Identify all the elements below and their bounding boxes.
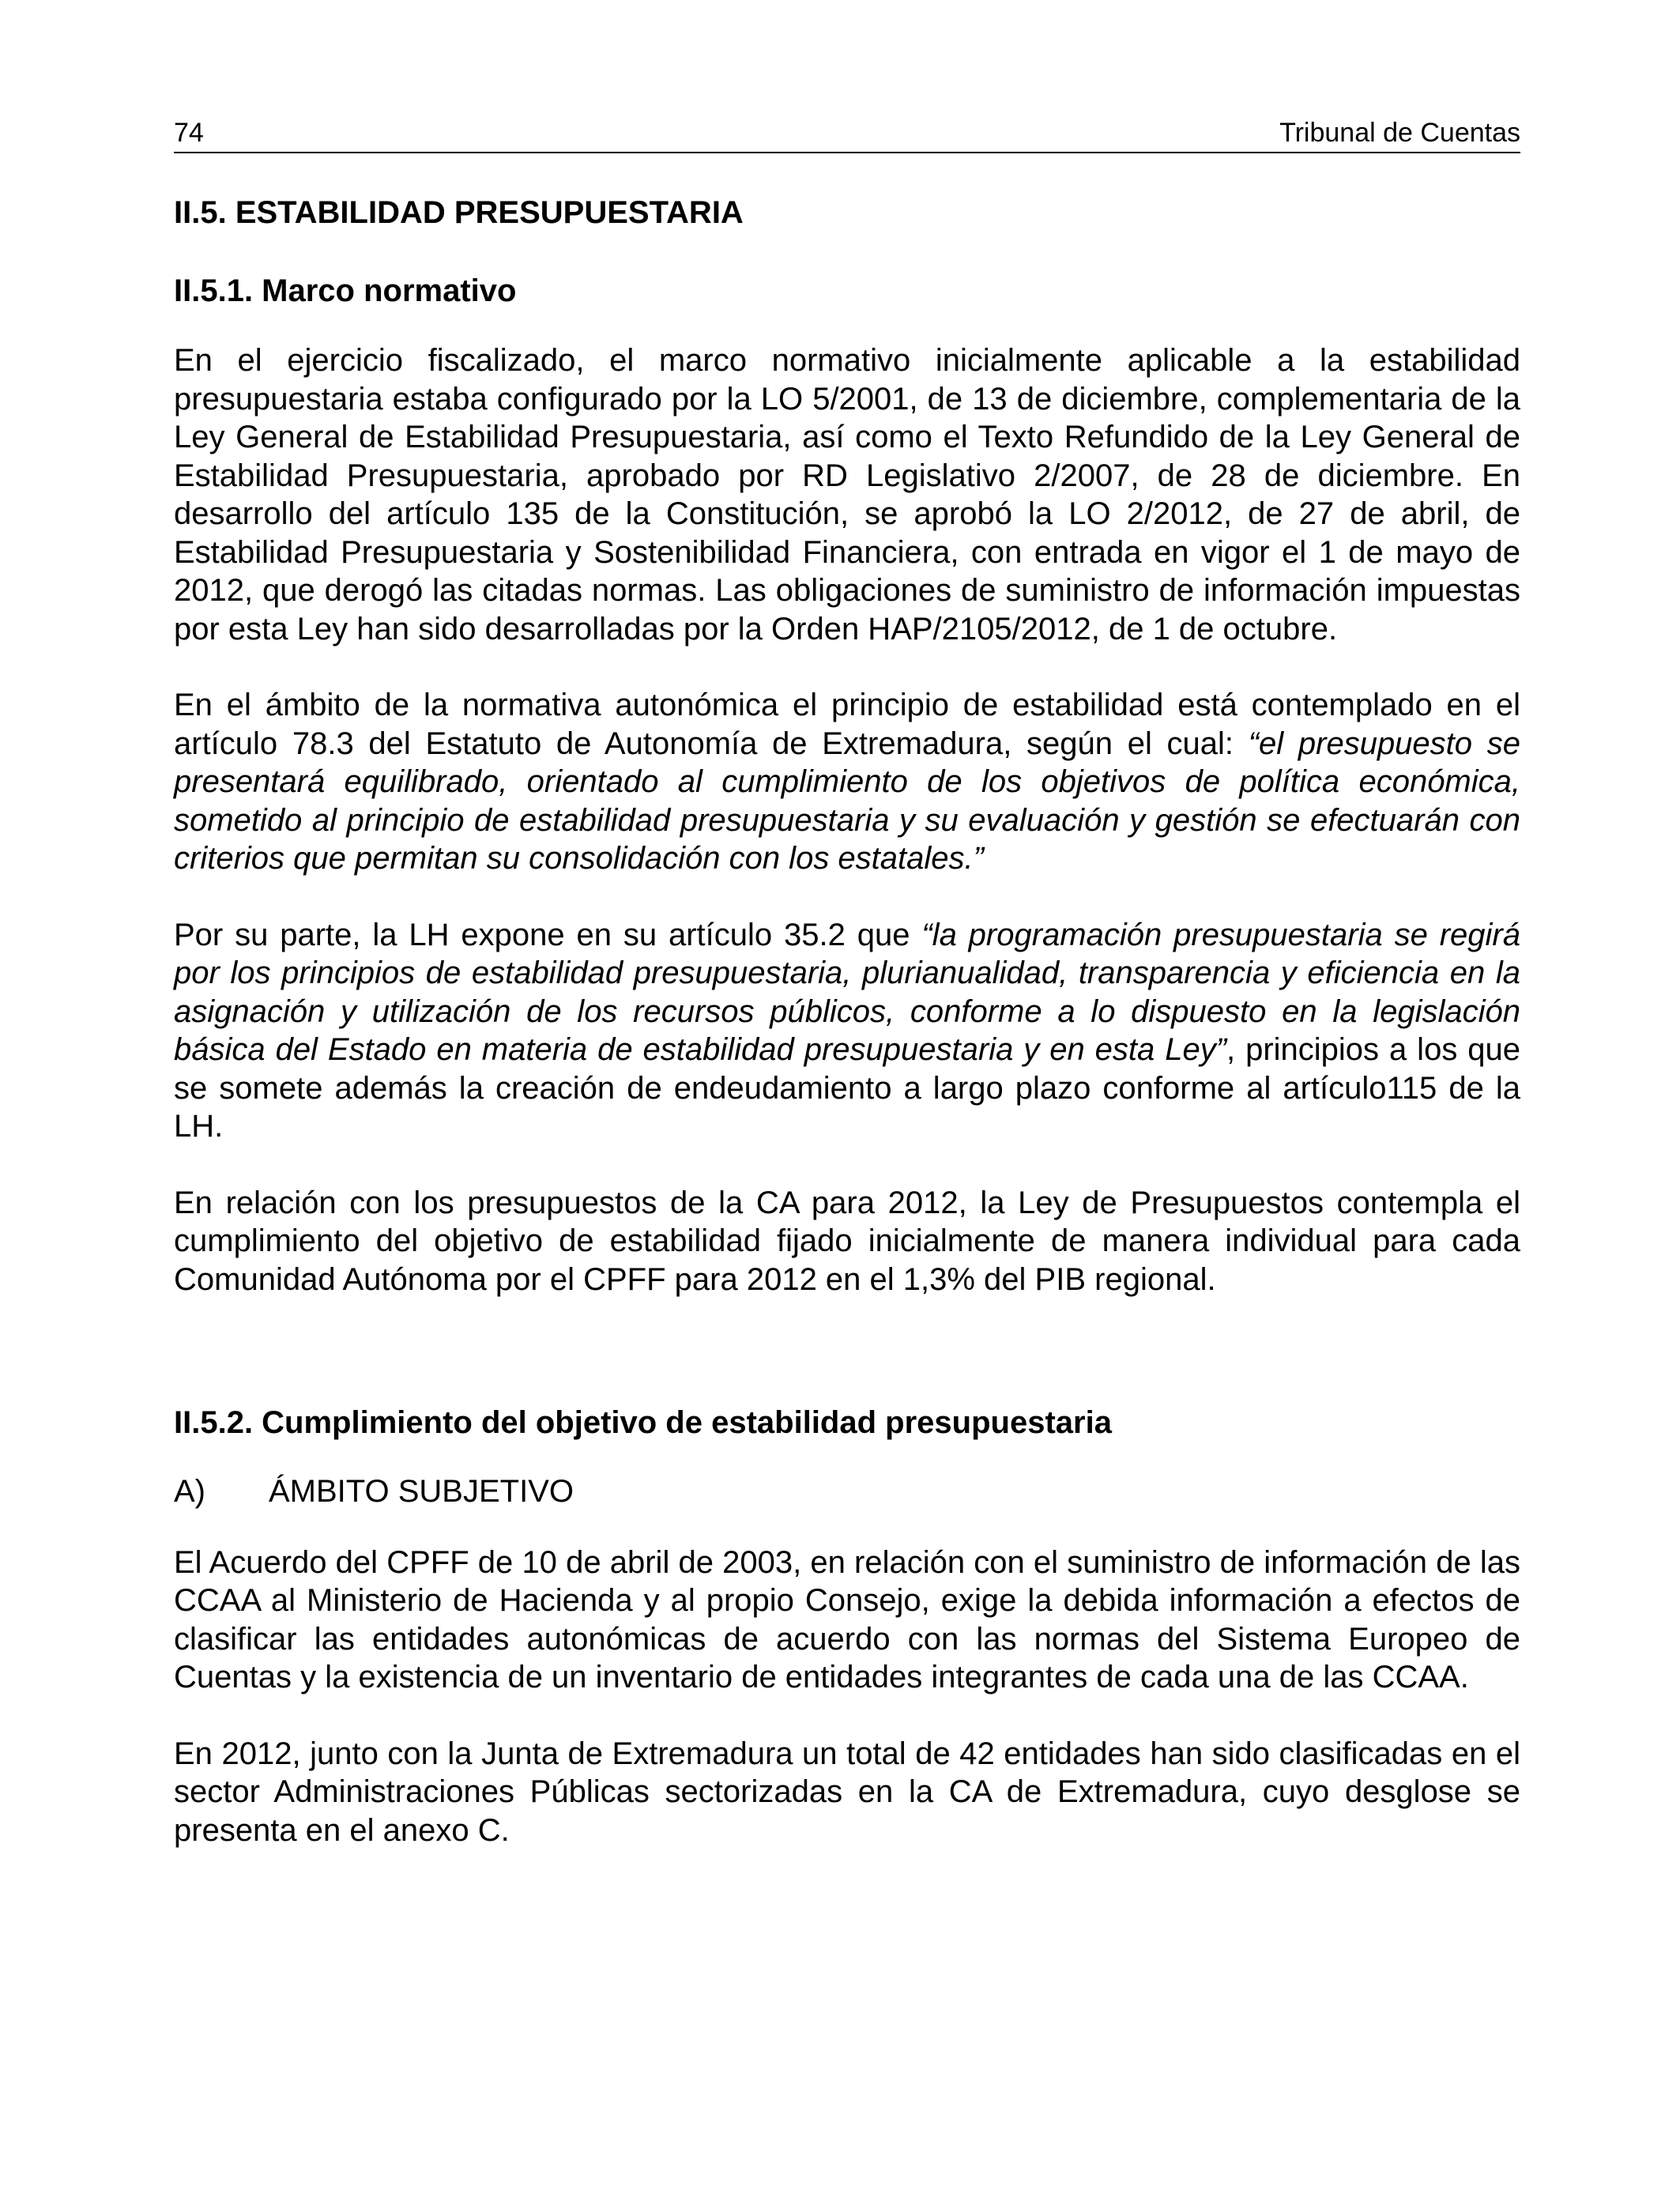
- page-header: [174, 117, 1520, 153]
- running-title: Tribunal de Cuentas: [1279, 118, 1520, 148]
- section-a-heading: [174, 1472, 1520, 1511]
- subsection-heading-cumplimiento: II.5.2. Cumplimiento del objetivo de estabilidad presupuestaria: [174, 1405, 1112, 1440]
- paragraph-marco-normativo: En el ejercicio fiscalizado, el marco normativo inicialmente aplicable a la estabilidad presupuestaria estaba configurado por la LO 5/2001, de 13 de diciembre, complementaria de la Ley General de Estabilidad Presupuestaria, así como el Texto Refundido de la Ley General de Estabilidad Presupuestaria, aprobado por RD Legislativo 2/2007, de 28 de diciembre. En desarrollo del artículo 135 de la Constitución, se aprobó la LO 2/2012, de 27 de abril, de Estabilidad Presupuestaria y Sostenibilidad Financiera, con entrada en vigor el 1 de mayo de 2012, que derogó las citadas normas. Las obligaciones de suministro de información impuestas por esta Ley han sido desarrolladas por la Orden HAP/2105/2012, de 1 de octubre.: [174, 343, 1520, 647]
- paragraph-lh-articulo: [174, 916, 1520, 1146]
- paragraph-entidades-clasificadas: En 2012, junto con la Junta de Extremadura un total de 42 entidades han sido clasificadas en el sector Administraciones Públicas sectorizadas en la CA de Extremadura, cuyo desglose se presenta en el anexo C.: [174, 1736, 1520, 1848]
- paragraph-lead-text: Por su parte, la LH expone en su artículo 35.2 que: [174, 917, 922, 952]
- paragraph-lead-text: En el ámbito de la normativa autonómica el principio de estabilidad está contemplado en el artículo 78.3 del Estatuto de Autonomía de Extremadura, según el cual:: [174, 688, 1520, 761]
- paragraph-presupuestos-2012: En relación con los presupuestos de la CA para 2012, la Ley de Presupuestos contempla el cumplimiento del objetivo de estabilidad fijado inicialmente de manera individual para cada Comunidad Autónoma por el CPFF para 2012 en el 1,3% del PIB regional.: [174, 1185, 1520, 1297]
- lh-quote: “la programación presupuestaria se regirá por los principios de estabilidad presupuestaria, plurianualidad, transparencia y eficiencia en la asignación y utilización de los recursos públicos, conforme a lo dispuesto en la legislación básica del Estado en materia de estabilidad presupuestaria y en esta Ley”: [174, 917, 1520, 1067]
- page-number: 74: [174, 118, 204, 148]
- paragraph-normativa-autonomica: [174, 686, 1520, 878]
- paragraph-acuerdo-cpff: El Acuerdo del CPFF de 10 de abril de 2003, en relación con el suministro de información de las CCAA al Ministerio de Hacienda y al propio Consejo, exige la debida información a efectos de clasificar las entidades autonómicas de acuerdo con las normas del Sistema Europeo de Cuentas y la existencia de un inventario de entidades integrantes de cada una de las CCAA.: [174, 1544, 1520, 1695]
- document-body: [174, 194, 1520, 1887]
- estatuto-quote: “el presupuesto se presentará equilibrado, orientado al cumplimiento de los objetivos de política económica, sometido al principio de estabilidad presupuestaria y su evaluación y gestión se efectuarán con criterios que permitan su consolidación con los estatales.”: [174, 726, 1520, 876]
- section-a-letter: A): [174, 1474, 205, 1509]
- section-a-title: ÁMBITO SUBJETIVO: [269, 1474, 574, 1509]
- subsection-heading-marco-normativo: II.5.1. Marco normativo: [174, 273, 517, 308]
- section-heading-main: II.5. ESTABILIDAD PRESUPUESTARIA: [174, 195, 744, 230]
- paragraph-tail-text: , principios a los que se somete además la creación de endeudamiento a largo plazo conforme al artículo115 de la LH.: [174, 1032, 1520, 1144]
